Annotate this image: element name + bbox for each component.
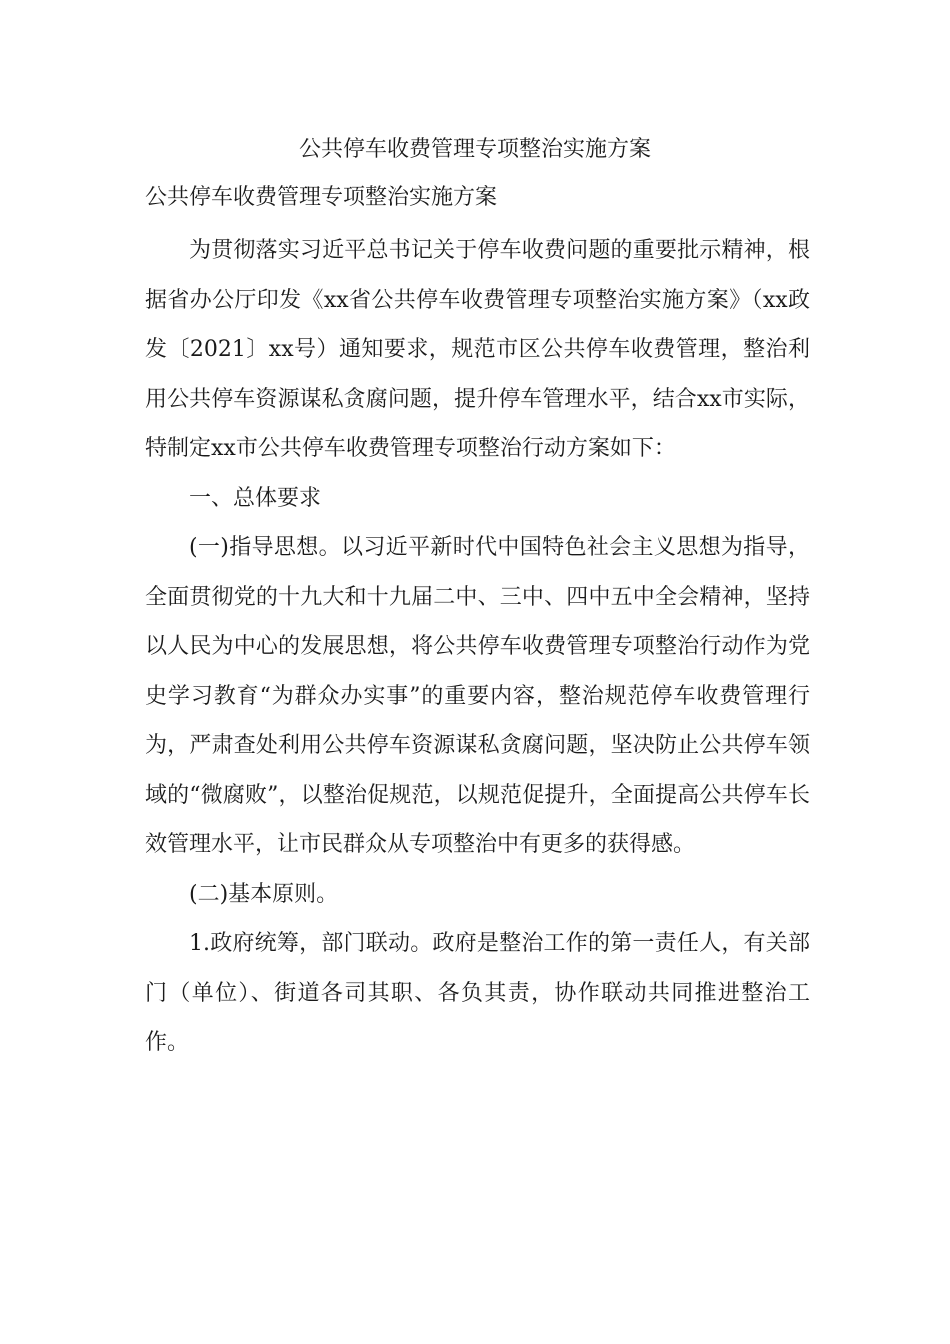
document-title: 公共停车收费管理专项整治实施方案 — [298, 137, 651, 162]
document-subtitle: 公共停车收费管理专项整治实施方案 — [145, 185, 498, 210]
subsection-heading-basic-principles: (二)基本原则。 — [189, 881, 339, 907]
paragraph-principle-1: 1.政府统筹，部门联动。政府是整治工作的第一责任人，有关部门（单位）、街道各司其职、各负其责，协作联动共同推进整治工作。 — [145, 931, 810, 1055]
paragraph-guiding-thought: (一)指导思想。以习近平新时代中国特色社会主义思想为指导，全面贯彻党的十九大和十九届二中、三中、四中五中全会精神，坚持以人民为中心的发展思想，将公共停车收费管理专项整治行动作为党史学习教育“为群众办实事”的重要内容，整治规范停车收费管理行为，严肃查处利用公共停车资源谋私贪腐问题，坚决防止公共停车领域的“微腐败”，以整治促规范，以规范促提升，全面提高公共停车长效管理水平，让市民群众从专项整治中有更多的获得感。 — [145, 535, 810, 857]
section-heading-general-requirements: 一、总体要求 — [189, 485, 322, 511]
paragraph-intro: 为贯彻落实习近平总书记关于停车收费问题的重要批示精神，根据省办公厅印发《xx省公共停车收费管理专项整治实施方案》（xx政发〔2021〕xx号）通知要求，规范市区公共停车收费管理，整治利用公共停车资源谋私贪腐问题，提升停车管理水平，结合xx市实际，特制定xx市公共停车收费管理专项整治行动方案如下： — [145, 238, 810, 461]
document-body — [145, 226, 810, 1068]
